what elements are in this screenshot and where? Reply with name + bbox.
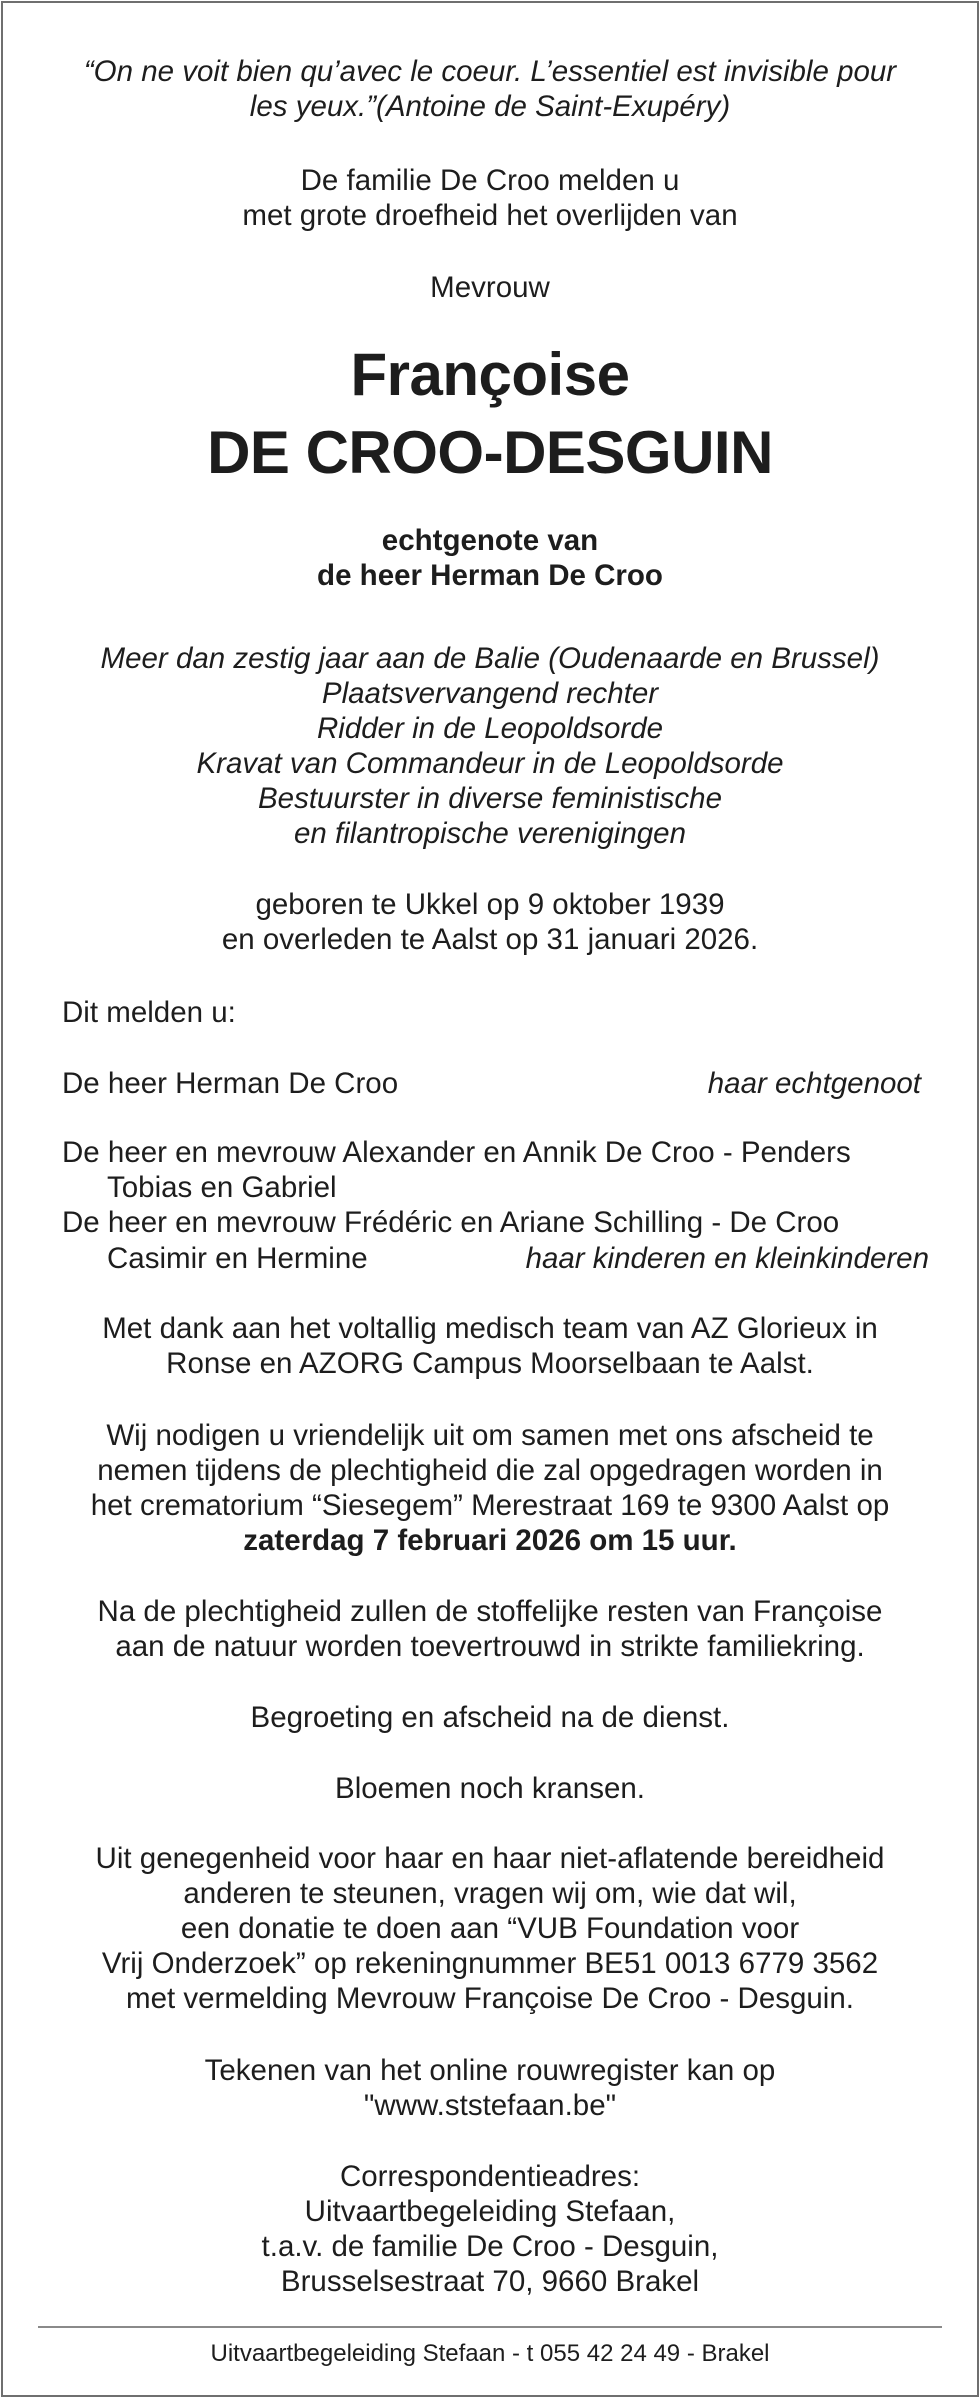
donation — [3, 1841, 977, 2016]
title-line: Ridder in de Leopoldsorde — [316, 712, 664, 745]
mourner-role: haar echtgenoot — [707, 1067, 921, 1100]
mourner-role: haar kinderen en kleinkinderen — [525, 1242, 929, 1275]
footer-divider — [38, 2326, 942, 2328]
salutation: Mevrouw — [430, 271, 550, 304]
donation-line: met vermelding Mevrouw Françoise De Croo - Desguin. — [126, 1982, 854, 2015]
correspondence-line: Uitvaartbegeleiding Stefaan, — [304, 2195, 676, 2228]
spouse-line: echtgenote van — [381, 524, 599, 557]
thanks — [3, 1311, 977, 1381]
announcement — [3, 163, 977, 233]
title-line: Meer dan zestig jaar aan de Balie (Oudenaarde en Brussel) — [100, 642, 880, 675]
mourner-children-2: Casimir en Hermine — [107, 1242, 368, 1275]
titles-list — [3, 641, 977, 851]
birth-death-dates — [3, 887, 977, 957]
announcement-line: met grote droefheid het overlijden van — [242, 199, 738, 232]
deceased-name — [3, 336, 977, 492]
title-line: en filantropische verenigingen — [294, 817, 686, 850]
date-line: geboren te Ukkel op 9 oktober 1939 — [255, 888, 725, 921]
mourner-children-1: Tobias en Gabriel — [107, 1171, 337, 1204]
thanks-line: Met dank aan het voltallig medisch team van AZ Glorieux in — [102, 1312, 878, 1345]
correspondence-line: Brusselsestraat 70, 9660 Brakel — [280, 2265, 700, 2298]
thanks-line: Ronse en AZORG Campus Moorselbaan te Aalst. — [166, 1347, 814, 1380]
donation-line: een donatie te doen aan “VUB Foundation voor — [180, 1912, 800, 1945]
deceased-first-name: Françoise — [350, 341, 630, 408]
title-line: Plaatsvervangend rechter — [321, 677, 659, 710]
quote-line: les yeux.”(Antoine de Saint-Exupéry) — [249, 90, 731, 123]
date-line: en overleden te Aalst op 31 januari 2026. — [221, 923, 759, 956]
after-ceremony — [3, 1594, 977, 1664]
spouse-relation — [3, 523, 977, 593]
mourner-name: De heer Herman De Croo — [62, 1067, 399, 1100]
quote-line: “On ne voit bien qu’avec le coeur. L’essentiel est invisible pour — [83, 55, 897, 88]
after-ceremony-line: aan de natuur worden toevertrouwd in strikte familiekring. — [115, 1630, 865, 1663]
announcement-line: De familie De Croo melden u — [300, 164, 680, 197]
online-register — [3, 2053, 977, 2123]
register-line: Tekenen van het online rouwregister kan op — [204, 2054, 776, 2087]
mourner-name: De heer en mevrouw Alexander en Annik De Croo - Penders — [62, 1136, 851, 1169]
mourner-name: De heer en mevrouw Frédéric en Ariane Schilling - De Croo — [62, 1206, 840, 1239]
correspondence-line: Correspondentieadres: — [339, 2160, 641, 2193]
deceased-last-name: DE CROO-DESGUIN — [207, 419, 773, 486]
title-line: Bestuurster in diverse feministische — [258, 782, 722, 815]
greeting: Begroeting en afscheid na de dienst. — [250, 1701, 730, 1734]
donation-line: Uit genegenheid voor haar en haar niet-aflatende bereidheid — [95, 1842, 885, 1875]
footer-text: Uitvaartbegeleiding Stefaan - t 055 42 24 49 - Brakel — [210, 2340, 770, 2367]
mourners-intro-text: Dit melden u: — [62, 996, 236, 1029]
invitation-line: het crematorium “Siesegem” Merestraat 169 te 9300 Aalst op — [90, 1489, 890, 1522]
no-flowers: Bloemen noch kransen. — [335, 1772, 645, 1805]
spouse-line: de heer Herman De Croo — [317, 559, 663, 592]
invitation-line: Wij nodigen u vriendelijk uit om samen met ons afscheid te — [106, 1419, 874, 1452]
ceremony-date: zaterdag 7 februari 2026 om 15 uur. — [243, 1524, 737, 1557]
correspondence-line: t.a.v. de familie De Croo - Desguin, — [261, 2230, 719, 2263]
title-line: Kravat van Commandeur in de Leopoldsorde — [196, 747, 784, 780]
donation-line: Vrij Onderzoek” op rekeningnummer BE51 0013 6779 3562 — [101, 1947, 879, 1980]
correspondence-address — [3, 2159, 977, 2299]
invitation-line: nemen tijdens de plechtigheid die zal opgedragen worden in — [97, 1454, 883, 1487]
invitation — [3, 1418, 977, 1558]
quote — [3, 54, 977, 124]
after-ceremony-line: Na de plechtigheid zullen de stoffelijke resten van Françoise — [97, 1595, 883, 1628]
obituary-notice — [1, 1, 979, 2397]
register-url: "www.ststefaan.be" — [363, 2089, 617, 2122]
donation-line: anderen te steunen, vragen wij om, wie dat wil, — [183, 1877, 797, 1910]
